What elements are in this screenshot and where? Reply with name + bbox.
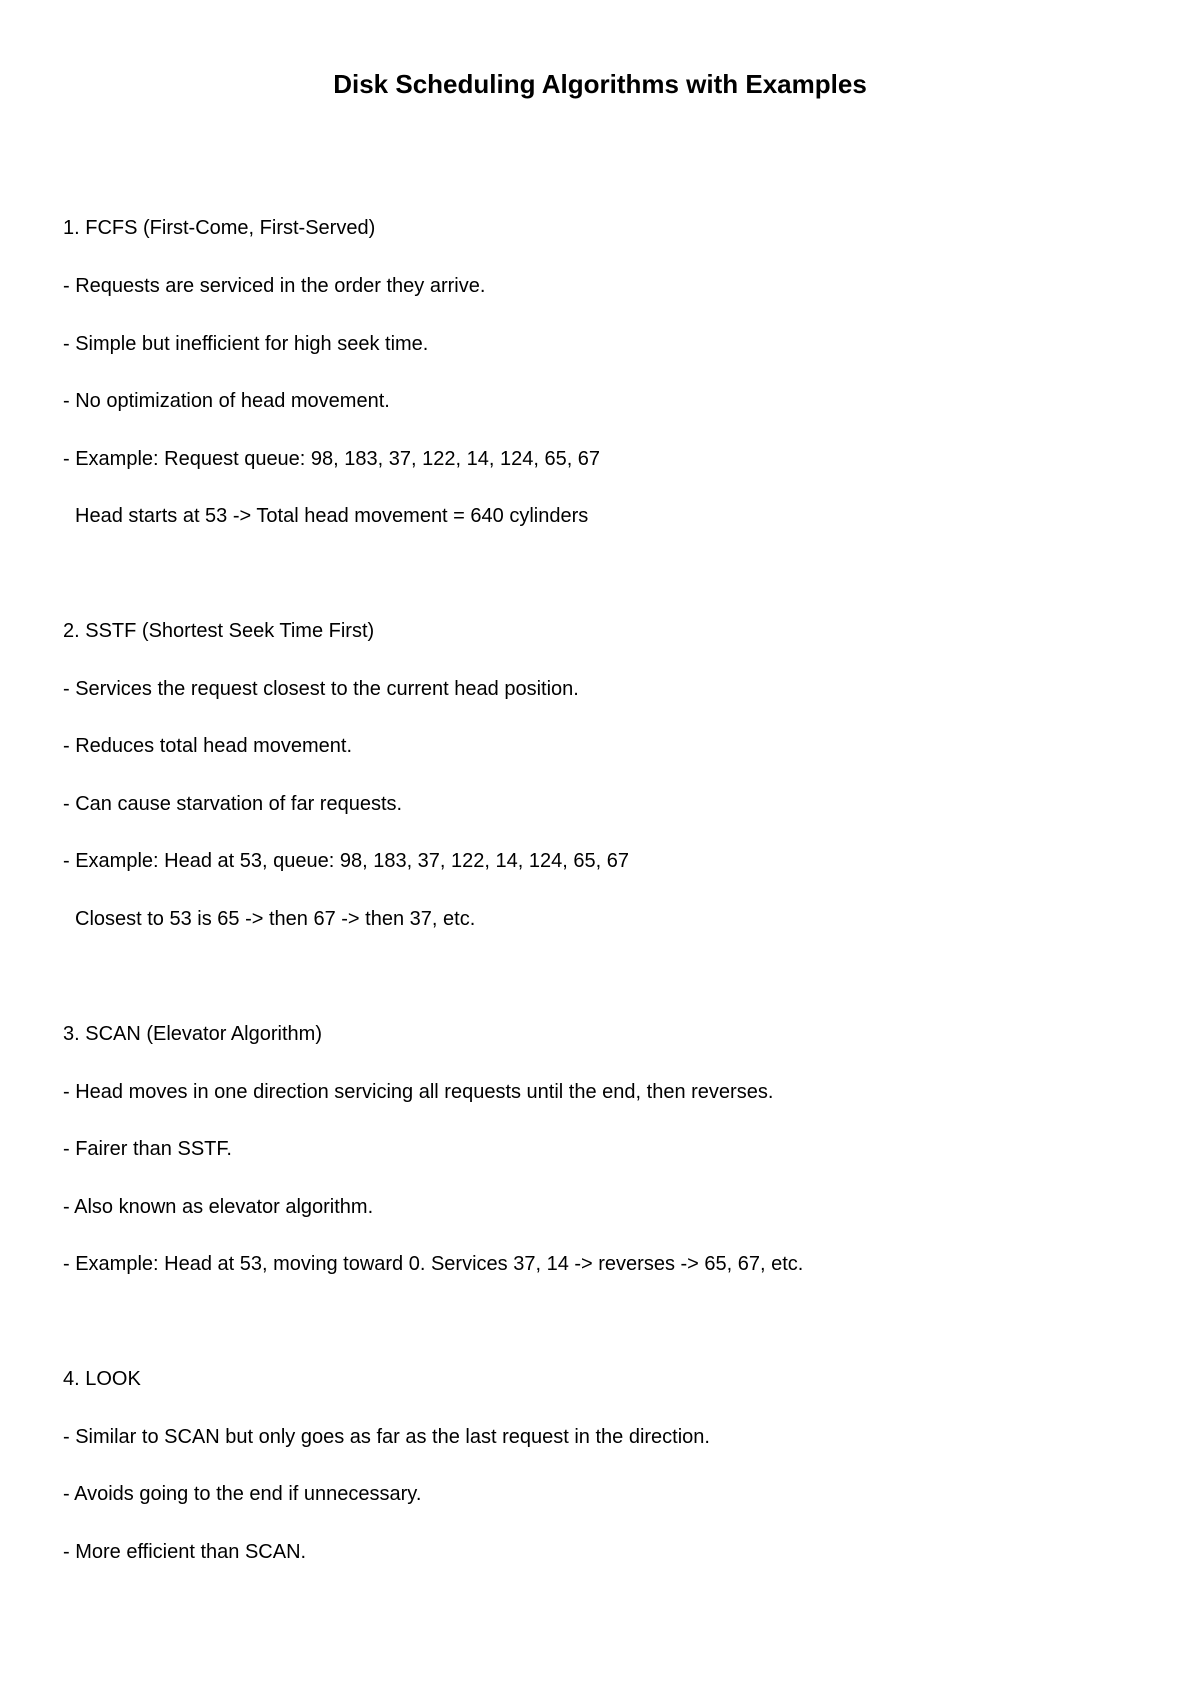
list-item: - Reduces total head movement.	[63, 735, 353, 757]
section-heading-sstf: 2. SSTF (Shortest Seek Time First)	[63, 620, 375, 642]
list-item: - Example: Head at 53, queue: 98, 183, 37, 122, 14, 124, 65, 67	[63, 850, 629, 872]
section-heading-scan: 3. SCAN (Elevator Algorithm)	[63, 1023, 322, 1045]
list-item: - Also known as elevator algorithm.	[63, 1196, 374, 1218]
list-item: - More efficient than SCAN.	[63, 1541, 307, 1563]
list-item: - Fairer than SSTF.	[63, 1138, 232, 1160]
list-item-continuation: Head starts at 53 -> Total head movement = 640 cylinders	[75, 505, 589, 527]
document-title: Disk Scheduling Algorithms with Examples	[333, 69, 867, 99]
list-item: - Similar to SCAN but only goes as far as the last request in the direction.	[63, 1426, 710, 1448]
list-item: - Requests are serviced in the order they arrive.	[63, 275, 486, 297]
list-item: - No optimization of head movement.	[63, 390, 390, 412]
list-item: - Example: Head at 53, moving toward 0. Services 37, 14 -> reverses -> 65, 67, etc.	[63, 1253, 804, 1275]
list-item: - Simple but inefficient for high seek time.	[63, 333, 429, 355]
section-heading-fcfs: 1. FCFS (First-Come, First-Served)	[63, 217, 376, 239]
list-item: - Can cause starvation of far requests.	[63, 793, 403, 815]
list-item: - Head moves in one direction servicing all requests until the end, then reverses.	[63, 1081, 774, 1103]
section-heading-look: 4. LOOK	[63, 1368, 141, 1390]
list-item: - Avoids going to the end if unnecessary.	[63, 1483, 422, 1505]
list-item: - Services the request closest to the current head position.	[63, 678, 579, 700]
list-item-continuation: Closest to 53 is 65 -> then 67 -> then 37, etc.	[75, 908, 476, 930]
list-item: - Example: Request queue: 98, 183, 37, 122, 14, 124, 65, 67	[63, 448, 601, 470]
